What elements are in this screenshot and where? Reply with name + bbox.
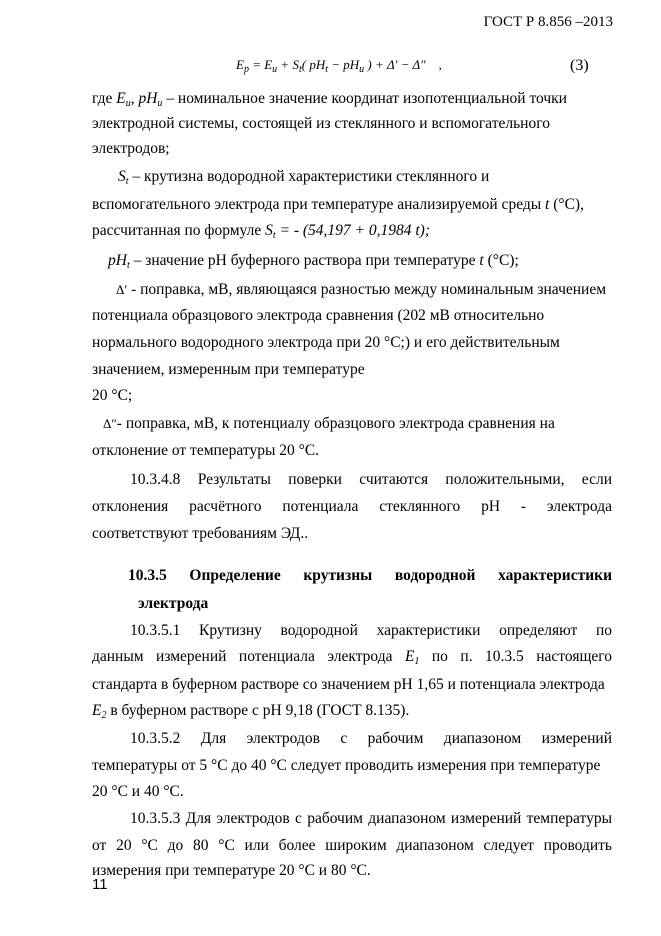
- text-line: 20 °C и 40 °C.: [92, 783, 184, 800]
- text-line: Δ″- поправка, мВ, к потенциалу образцового электрода сравнения на: [103, 415, 555, 432]
- text-line: 10.3.4.8 Результаты поверки считаются положительными, если: [130, 471, 612, 488]
- text-line: отклонения расчётного потенциала стеклянного pH - электрода: [92, 498, 612, 515]
- text-line: отклонение от температуры 20 °C.: [92, 442, 320, 459]
- text-line: электродной системы, состоящей из стеклянного и вспомогательного: [92, 115, 550, 132]
- text-line: рассчитанная по формуле $S_t$ = - (54,197 + 0,1984 t);: [92, 222, 430, 241]
- text-line: электродов;: [92, 140, 170, 157]
- text-line: $pH_t$ – значение pH буферного раствора при температуре t (°C);: [108, 252, 519, 271]
- text-line: $E_2$ в буферном растворе с pH 9,18 (ГОСТ 8.135).: [92, 702, 410, 721]
- text-line: Δ′ - поправка, мВ, являющаяся разностью между номинальным значением: [116, 281, 607, 298]
- text-line: потенциала образцового электрода сравнения (202 мВ относительно: [92, 307, 545, 324]
- text-line: 10.3.5.1 Крутизну водородной характеристики определяют по: [130, 622, 612, 639]
- text-line: данным измерений потенциала электрода $E_1$ по п. 10.3.5 настоящего: [92, 648, 612, 667]
- page-number: 11: [92, 876, 108, 893]
- text-line: температуры от 5 °C до 40 °C следует проводить измерения при температуре: [92, 757, 601, 774]
- text-line: 10.3.5.2 Для электродов с рабочим диапазоном измерений: [130, 730, 612, 747]
- text-line: стандарта в буферном растворе со значением pH 1,65 и потенциала электрода: [92, 676, 605, 693]
- text-line: измерения при температуре 20 °C и 80 °C.: [92, 862, 371, 879]
- text-line: где $E_u$, $pH_u$ – номинальное значение координат изопотенциальной точки: [92, 90, 567, 109]
- equation-number: (3): [570, 57, 589, 74]
- text-line: 10.3.5.3 Для электродов с рабочим диапазоном измерений температуры: [130, 810, 612, 827]
- text-line: от 20 °C до 80 °C или более широким диапазоном следует проводить: [92, 837, 612, 854]
- section-heading-cont: электрода: [138, 595, 209, 612]
- text-line: соответствуют требованиям ЭД..: [92, 525, 309, 542]
- text-line: нормального водородного электрода при 20 °C;) и его действительным: [92, 334, 560, 351]
- text-line: $S_t$ – крутизна водородной характеристики стеклянного и: [118, 168, 490, 187]
- text-line: значением, измеренным при температуре: [92, 361, 365, 378]
- document-id: ГОСТ Р 8.856 –2013: [483, 14, 613, 30]
- text-line: вспомогательного электрода при температуре анализируемой среды t (°C),: [92, 196, 584, 213]
- text-line: 20 °C;: [92, 387, 133, 404]
- section-heading: 10.3.5 Определение крутизны водородной характеристики: [128, 567, 612, 584]
- formula-3: $E_p = E_u + S_t$( $pH_t - pH_u$ ) + Δ′ − Δ″ ,: [236, 57, 442, 75]
